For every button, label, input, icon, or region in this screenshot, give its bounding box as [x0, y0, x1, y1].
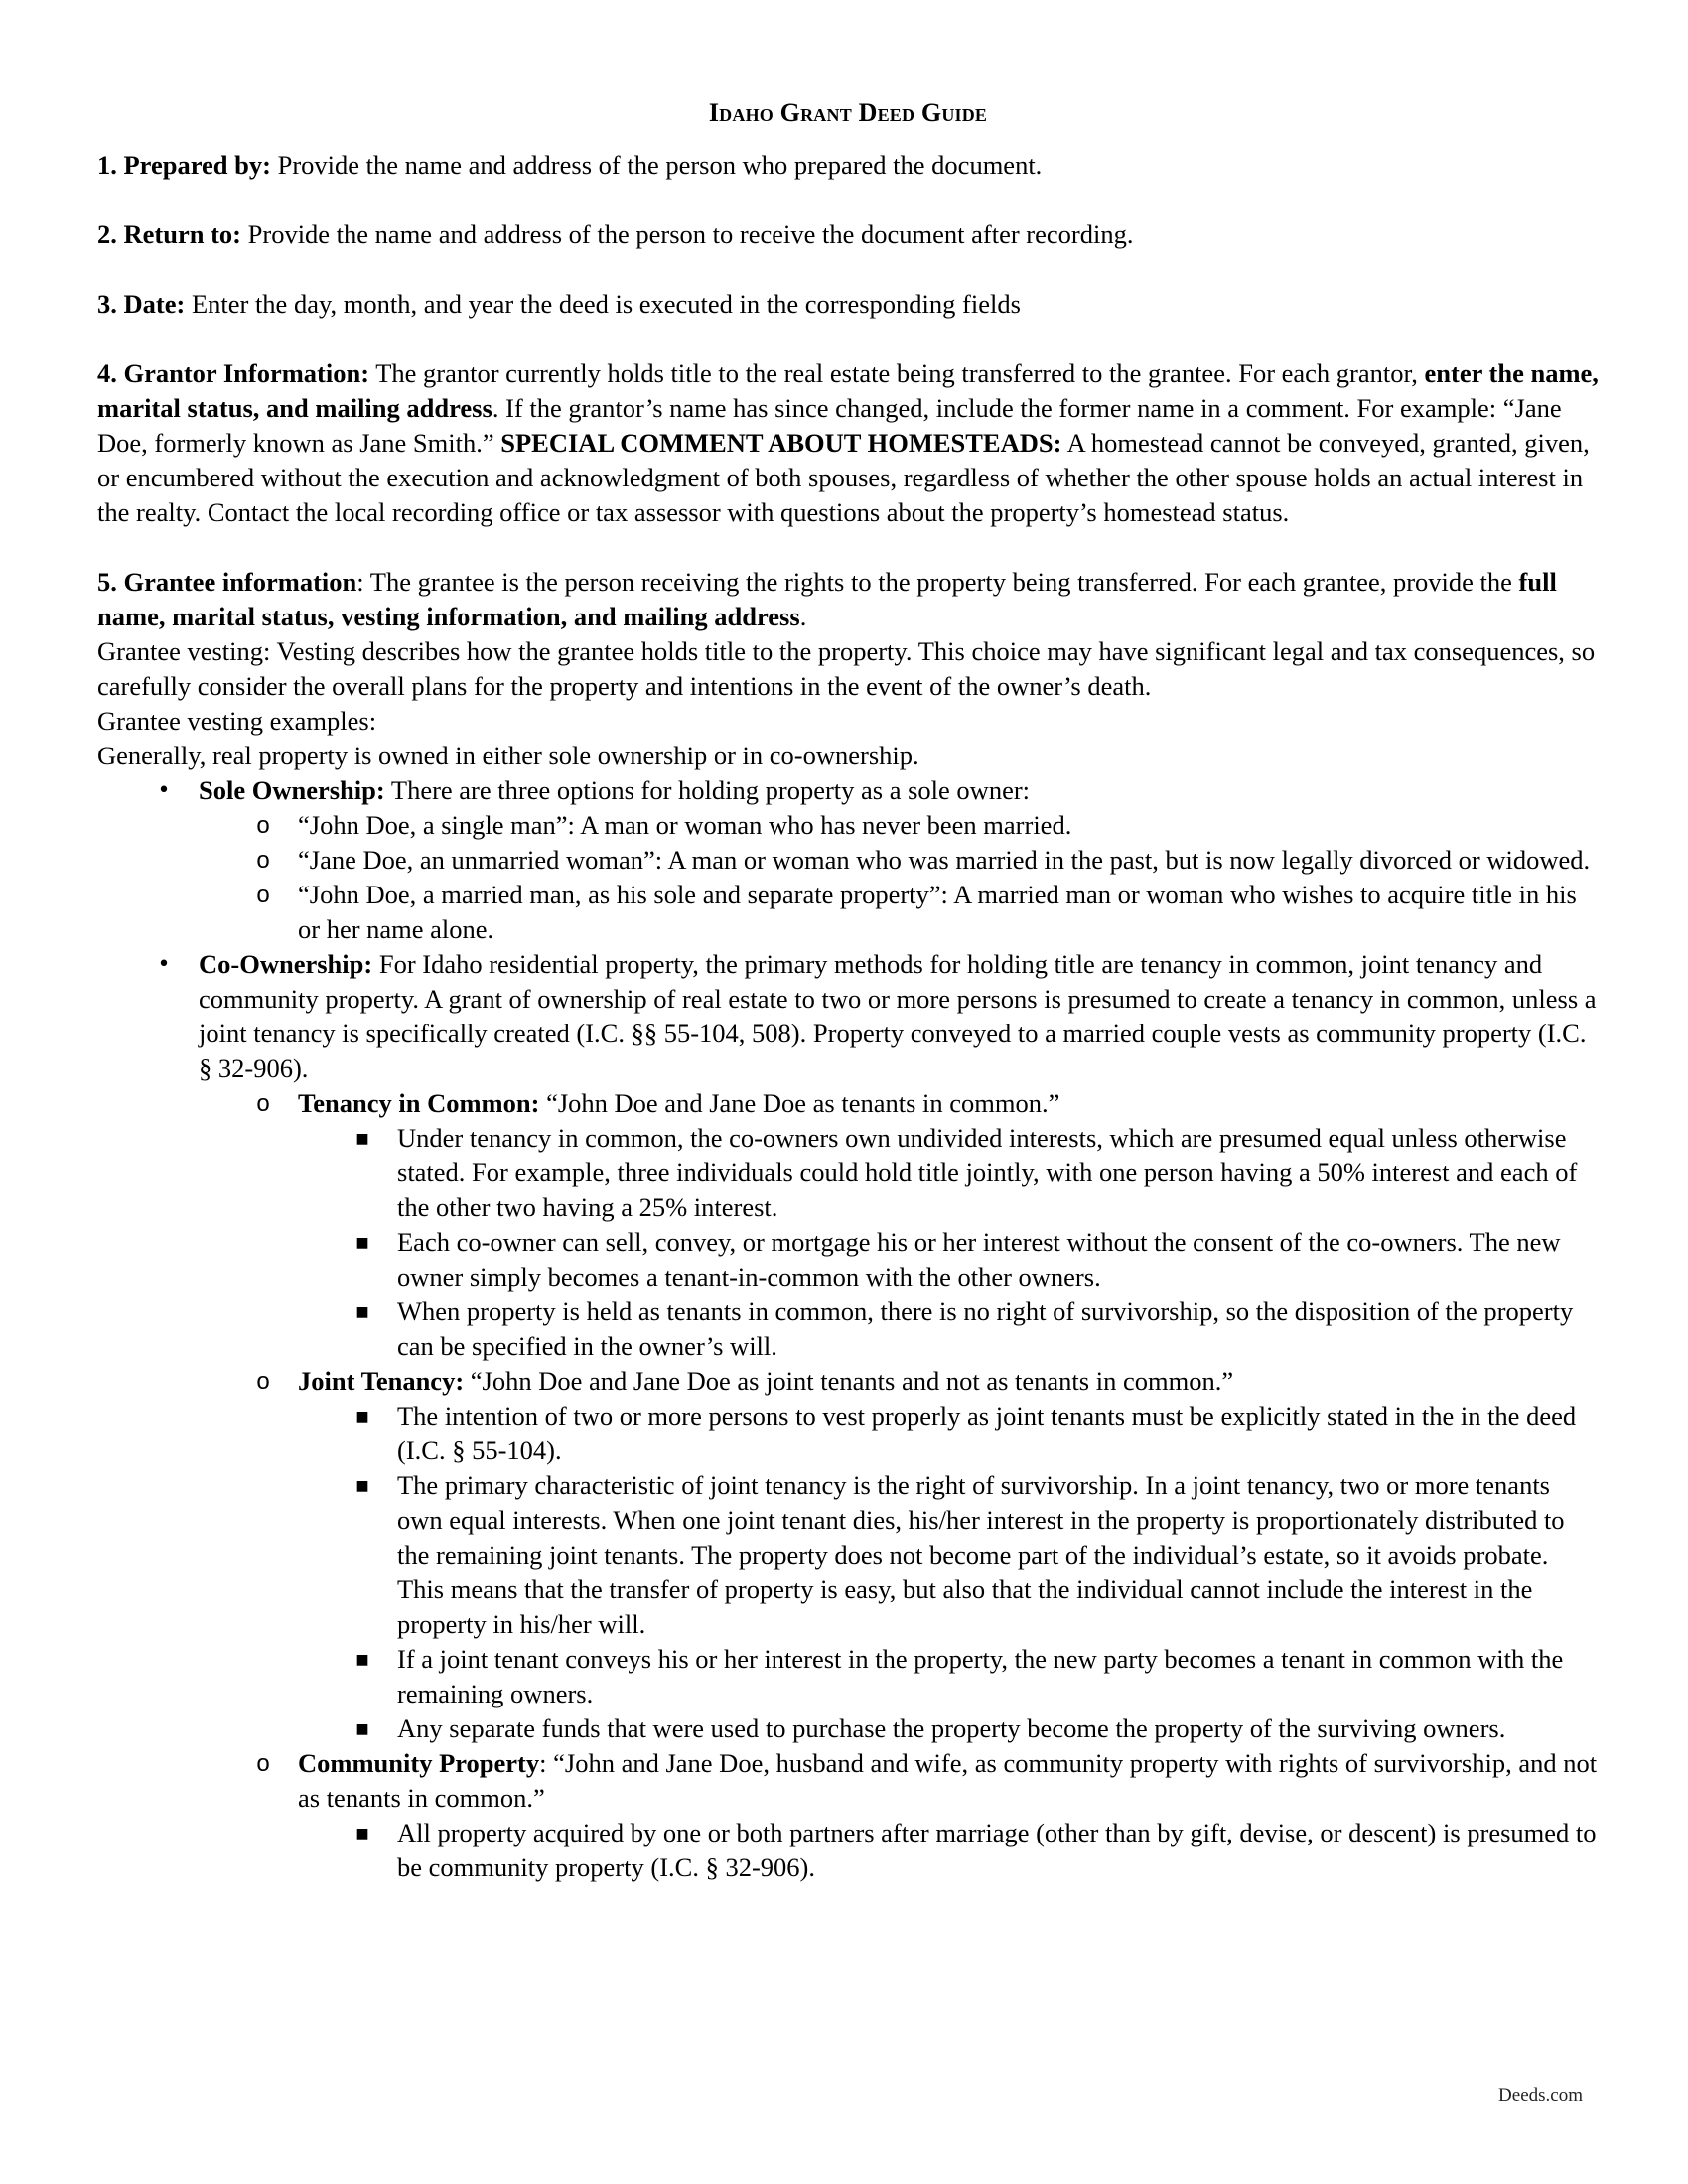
square-bullet-icon: ■ [355, 1131, 369, 1147]
item-text: “John Doe, a married man, as his sole and separate property”: A married man or woman who wishes to acquire title in his or her name alone. [298, 880, 1577, 944]
item-label: Tenancy in Common: [298, 1088, 540, 1118]
list-item-joint-tenancy [97, 1364, 1599, 1399]
item-text: “John Doe and Jane Doe as tenants in common.” [539, 1088, 1060, 1118]
item-text: The intention of two or more persons to vest properly as joint tenants must be explicitly stated in the in the deed (I.C. § 55-104). [397, 1401, 1577, 1465]
item-text: “John Doe, a single man”: A man or woman who has never been married. [298, 810, 1072, 840]
circle-bullet-icon: o [256, 1090, 270, 1117]
item-label: Joint Tenancy: [298, 1366, 465, 1396]
square-bullet-icon: ■ [355, 1478, 369, 1494]
list-item [97, 1399, 1599, 1468]
item-text: There are three options for holding property as a sole owner: [384, 775, 1031, 805]
section-text: Enter the day, month, and year the deed is executed in the corresponding fields [185, 289, 1021, 319]
homestead-comment-label: SPECIAL COMMENT ABOUT HOMESTEADS: [500, 428, 1062, 458]
item-label: Community Property [298, 1748, 540, 1778]
square-bullet-icon: ■ [355, 1409, 369, 1425]
item-text: The primary characteristic of joint tenancy is the right of survivorship. In a joint tenancy, two or more tenants own equal interests. When one joint tenant dies, his/her interest in the property is proportionately distributed to the remaining joint tenants. The property does not become part of the individual’s estate, so it avoids probate. This means that the transfer of property is easy, but also that the individual cannot include the interest in the property in his/her will. [397, 1470, 1565, 1639]
circle-bullet-icon: o [256, 1750, 270, 1777]
section-prepared-by [97, 148, 1599, 183]
section-label: 5. Grantee information [97, 567, 357, 597]
section-label: 2. Return to: [97, 219, 241, 249]
section-text: Provide the name and address of the person who prepared the document. [270, 150, 1043, 180]
footer-brand: Deeds.com [1498, 2085, 1583, 2106]
section-text: The grantor currently holds title to the real estate being transferred to the grantee. For each grantor, [369, 358, 1425, 388]
section-label: 1. Prepared by: [97, 150, 271, 180]
section-date [97, 287, 1599, 322]
section-text: . [799, 602, 807, 631]
emphasis-text: enter the name, marital status, and mailing address [97, 358, 1599, 423]
section-text: . If the grantor’s name has since changed, include the former name in a comment. For example: “Jane Doe, formerly known as Jane Smith.” [97, 393, 1562, 458]
item-text: Each co-owner can sell, convey, or mortgage his or her interest without the consent of the co-owners. The new owner simply becomes a tenant-in-common with the other owners. [397, 1227, 1561, 1292]
item-text: When property is held as tenants in common, there is no right of survivorship, so the disposition of the property can be specified in the owner’s will. [397, 1297, 1574, 1361]
square-bullet-icon: ■ [355, 1652, 369, 1668]
circle-bullet-icon: o [256, 812, 270, 839]
ownership-intro: Generally, real property is owned in either sole ownership or in co-ownership. [97, 741, 919, 770]
item-text: All property acquired by one or both partners after marriage (other than by gift, devise, or descent) is presumed to be community property (I.C. § 32-906). [397, 1818, 1597, 1882]
circle-bullet-icon: o [256, 1368, 270, 1395]
list-item [97, 1121, 1599, 1225]
list-item [97, 1225, 1599, 1295]
item-text: For Idaho residential property, the primary methods for holding title are tenancy in common, joint tenancy and community property. A grant of ownership of real estate to two or more persons is presumed to create a tenancy in common, unless a joint tenancy is specifically created (I.C. §§ 55-104, 508). Property conveyed to a married couple vests as community property (I.C. § 32-906). [199, 949, 1597, 1083]
item-text: If a joint tenant conveys his or her interest in the property, the new party becomes a tenant in common with the remaining owners. [397, 1644, 1564, 1708]
list-item [97, 1295, 1599, 1364]
item-text: “Jane Doe, an unmarried woman”: A man or woman who was married in the past, but is now legally divorced or widowed. [298, 845, 1591, 875]
item-text: : “John and Jane Doe, husband and wife, as community property with rights of survivorship, and not as tenants in common.” [298, 1748, 1598, 1813]
list-item-community-property [97, 1746, 1599, 1816]
section-label: 3. Date: [97, 289, 186, 319]
circle-bullet-icon: o [256, 847, 270, 874]
item-text: “John Doe and Jane Doe as joint tenants and not as tenants in common.” [464, 1366, 1234, 1396]
list-item [97, 1816, 1599, 1885]
document-page [97, 95, 1599, 1885]
list-item [97, 1468, 1599, 1642]
grantee-vesting-examples: Grantee vesting examples: [97, 706, 377, 736]
section-text: Provide the name and address of the person to receive the document after recording. [241, 219, 1134, 249]
square-bullet-icon: ■ [355, 1304, 369, 1320]
section-return-to [97, 217, 1599, 252]
section-grantor-information [97, 356, 1599, 530]
list-item [97, 1711, 1599, 1746]
list-item-tenancy-in-common [97, 1086, 1599, 1121]
item-label: Sole Ownership: [199, 775, 385, 805]
list-item [97, 878, 1599, 947]
section-label: 4. Grantor Information: [97, 358, 370, 388]
square-bullet-icon: ■ [355, 1721, 369, 1737]
document-title: Idaho Grant Deed Guide [708, 98, 988, 127]
square-bullet-icon: ■ [355, 1235, 369, 1251]
item-text: Under tenancy in common, the co-owners own undivided interests, which are presumed equal unless otherwise stated. For example, three individuals could hold title jointly, with one person having a 50% interest and each of the other two having a 25% interest. [397, 1123, 1578, 1222]
list-item [97, 1642, 1599, 1711]
list-item-co-ownership [97, 947, 1599, 1086]
grantee-vesting-text: Grantee vesting: Vesting describes how the grantee holds title to the property. This choice may have significant legal and tax consequences, so carefully consider the overall plans for the property and intentions in the event of the owner’s death. [97, 636, 1596, 701]
item-label: Co-Ownership: [199, 949, 373, 979]
list-item [97, 808, 1599, 843]
bullet-icon: • [157, 952, 171, 977]
section-grantee-information [97, 565, 1599, 634]
square-bullet-icon: ■ [355, 1826, 369, 1842]
item-text: Any separate funds that were used to purchase the property become the property of the surviving owners. [397, 1713, 1506, 1743]
list-item-sole-ownership [97, 773, 1599, 808]
emphasis-text: full name, marital status, vesting information, and mailing address [97, 567, 1557, 631]
bullet-icon: • [157, 778, 171, 803]
list-item [97, 843, 1599, 878]
section-text: : The grantee is the person receiving the rights to the property being transferred. For each grantee, provide the [356, 567, 1519, 597]
circle-bullet-icon: o [256, 882, 270, 908]
section-text: A homestead cannot be conveyed, granted, given, or encumbered without the execution and acknowledgment of both spouses, regardless of whether the other spouse holds an actual interest in the realty. Contact the local recording office or tax assessor with questions about the property’s homestead status. [97, 428, 1590, 527]
